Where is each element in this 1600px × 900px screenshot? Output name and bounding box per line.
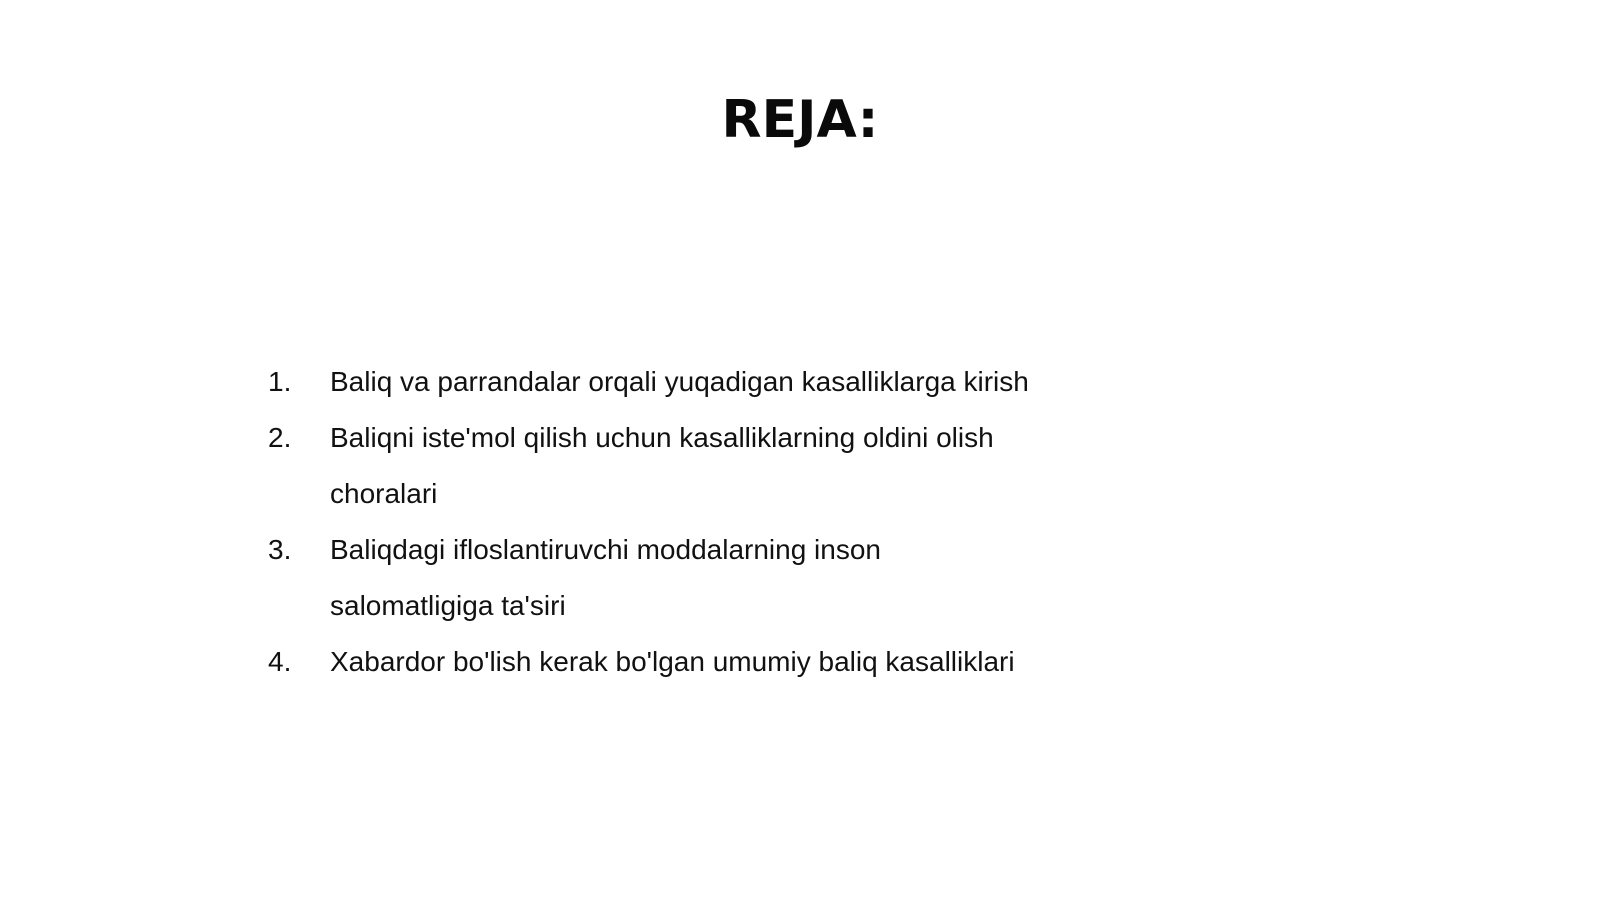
plan-list (268, 354, 1048, 690)
slide-title: REJA: (721, 90, 879, 150)
list-item-number: 4. (268, 646, 292, 677)
list-item (268, 522, 1048, 634)
list-item (268, 410, 1048, 522)
list-item-text: Baliqni iste'mol qilish uchun kasalliklarning oldini olish choralari (330, 422, 994, 509)
list-item-text: Xabardor bo'lish kerak bo'lgan umumiy baliq kasalliklari (330, 646, 1015, 677)
list-item-text: Baliqdagi ifloslantiruvchi moddalarning inson salomatligiga ta'siri (330, 534, 881, 621)
list-item (268, 634, 1048, 690)
list-item (268, 354, 1048, 410)
list-item-number: 3. (268, 534, 292, 565)
list-item-number: 2. (268, 422, 292, 453)
list-item-text: Baliq va parrandalar orqali yuqadigan kasalliklarga kirish (330, 366, 1029, 397)
list-item-number: 1. (268, 366, 292, 397)
